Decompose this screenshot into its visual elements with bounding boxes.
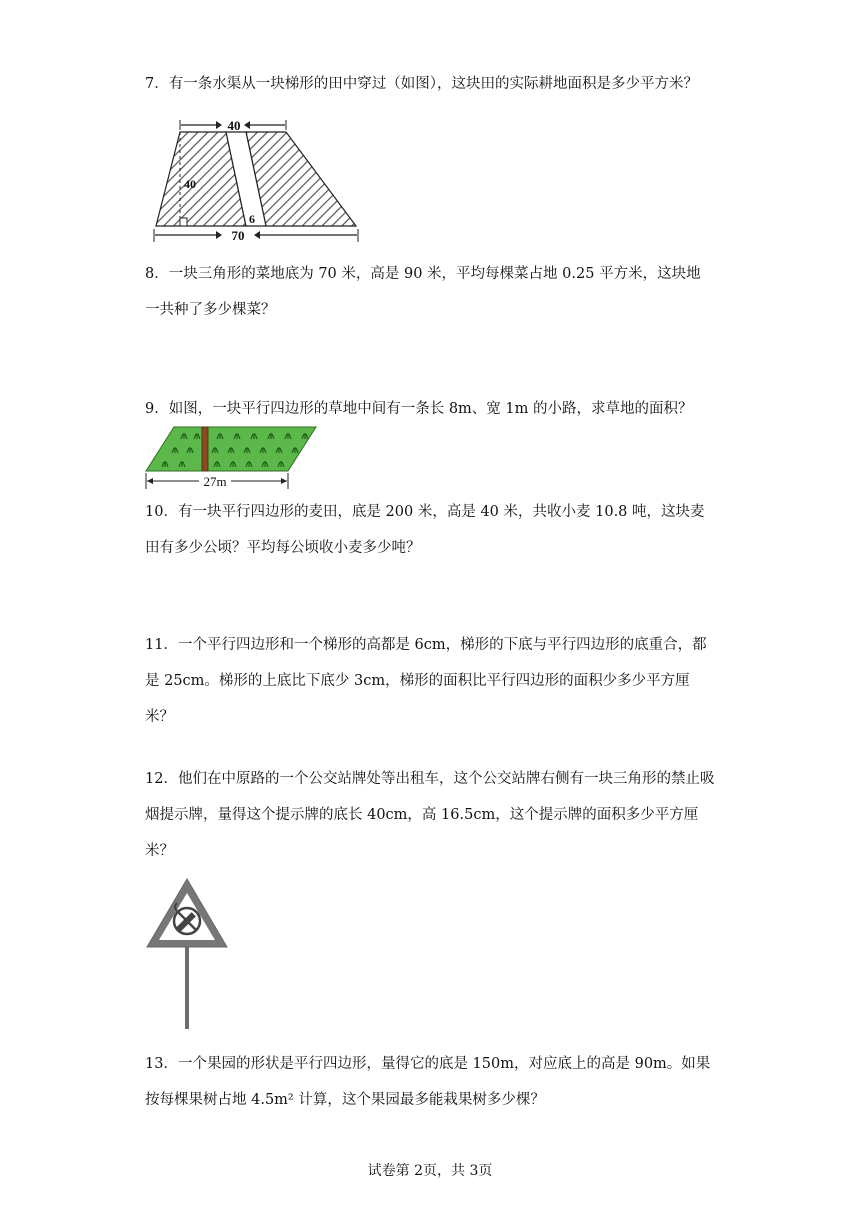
canal-width-label: 6 [249, 212, 255, 226]
question-12: 12．他们在中原路的一个公交站牌处等出租车，这个公交站牌右侧有一块三角形的禁止吸烟提示牌，量得这个提示牌的底长 40cm，高 16.5cm，这个提示牌的面积多少平方厘米？ [145, 771, 715, 859]
question-7: 7．有一条水渠从一块梯形的田中穿过（如图），这块田的实际耕地面积是多少平方米？ [145, 76, 698, 92]
question-8: 8．一块三角形的菜地底为 70 米，高是 90 米，平均每棵菜占地 0.25 平方米，这块地一共种了多少棵菜？ [145, 266, 701, 318]
path-strip [202, 427, 208, 471]
trapezoid-field-figure [148, 112, 364, 244]
top-base-label: 40 [227, 118, 241, 133]
question-10: 10．有一块平行四边形的麦田，底是 200 米，高是 40 米，共收小麦 10.8 吨，这块麦田有多少公顷？平均每公顷收小麦多少吨？ [145, 504, 705, 556]
right-angle-mark [180, 218, 187, 226]
question-9: 9．如图，一块平行四边形的草地中间有一条长 8m、宽 1m 的小路，求草地的面积？ [145, 401, 693, 417]
question-11: 11．一个平行四边形和一个梯形的高都是 6cm，梯形的下底与平行四边形的底重合，都是 25cm。梯形的上底比下底少 3cm，梯形的面积比平行四边形的面积少多少平方厘米？ [145, 637, 707, 725]
question-13: 13．一个果园的形状是平行四边形，量得它的底是 150m，对应底上的高是 90m。如果按每棵果树占地 4.5m² 计算，这个果园最多能栽果树多少棵？ [145, 1056, 711, 1108]
bottom-base-label: 70 [231, 228, 245, 243]
no-smoking-sign-figure [143, 875, 231, 1033]
base-length-label: 27m [203, 474, 227, 489]
page-footer: 试卷第 2页，共 3页 [367, 1163, 493, 1179]
height-label: 40 [184, 177, 196, 191]
parallelogram-lawn-figure [144, 425, 322, 493]
